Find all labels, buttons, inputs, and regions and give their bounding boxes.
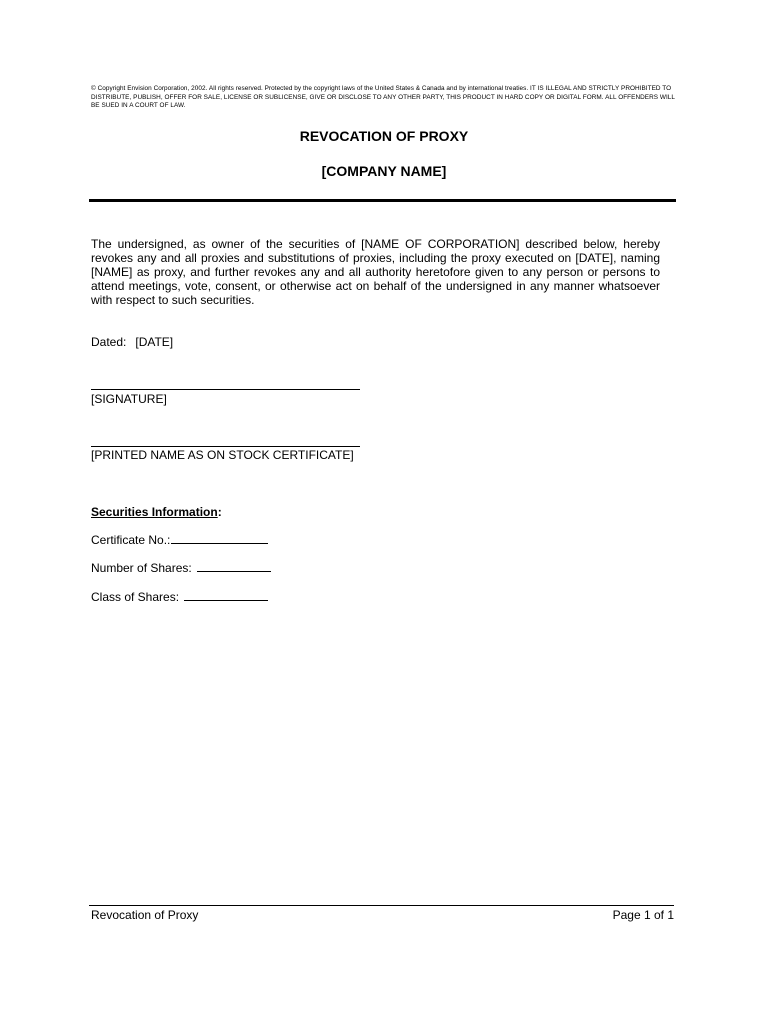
revocation-paragraph: The undersigned, as owner of the securities of [NAME OF CORPORATION] described below, hereby revokes any and all proxies and substitutions of proxies, including the proxy executed on [DATE], naming [NAME] as proxy, and further revokes any and all authority heretofore given to any person or persons to attend meetings, vote, consent, or otherwise act on behalf of the undersigned in any manner whatsoever with respect to such securities. (91, 237, 660, 307)
signature-label: [SIGNATURE] (91, 392, 167, 406)
class-label: Class of Shares: (91, 590, 180, 604)
footer-doc-title: Revocation of Proxy (91, 908, 199, 922)
class-blank (184, 590, 268, 601)
footer-page-number: Page 1 of 1 (612, 908, 674, 922)
dated-line (91, 335, 173, 349)
certificate-blank (171, 533, 268, 544)
footer-divider (89, 905, 674, 906)
securities-heading (91, 505, 222, 519)
printed-name-line (91, 446, 360, 447)
title-divider (89, 199, 676, 202)
certificate-label: Certificate No.: (91, 533, 171, 547)
certificate-field (91, 533, 268, 547)
signature-line (91, 389, 360, 390)
dated-value: [DATE] (135, 335, 174, 349)
shares-blank (197, 561, 271, 572)
printed-name-label: [PRINTED NAME AS ON STOCK CERTIFICATE] (91, 448, 354, 462)
securities-heading-colon: : (217, 505, 222, 519)
company-name: [COMPANY NAME] (321, 163, 447, 179)
securities-heading-text: Securities Information (91, 505, 218, 519)
copyright-notice: © Copyright Envision Corporation, 2002. All rights reserved. Protected by the copyright laws of the United States & Canada and by international treaties. IT IS ILLEGAL AND STRICTLY PROHIBITED TO DISTRIBUTE, PUBLISH, OFFER FOR SALE, LICENSE OR SUBLICENSE, GIVE OR DISCLOSE TO ANY OTHER PARTY, THIS PRODUCT IN HARD COPY OR DIGITAL FORM. ALL OFFENDERS WILL BE SUED IN A COURT OF LAW. (91, 85, 675, 110)
shares-field (91, 561, 271, 575)
dated-label: Dated: (91, 335, 127, 349)
shares-label: Number of Shares: (91, 561, 192, 575)
class-field (91, 590, 268, 604)
document-title: REVOCATION OF PROXY (299, 128, 469, 144)
